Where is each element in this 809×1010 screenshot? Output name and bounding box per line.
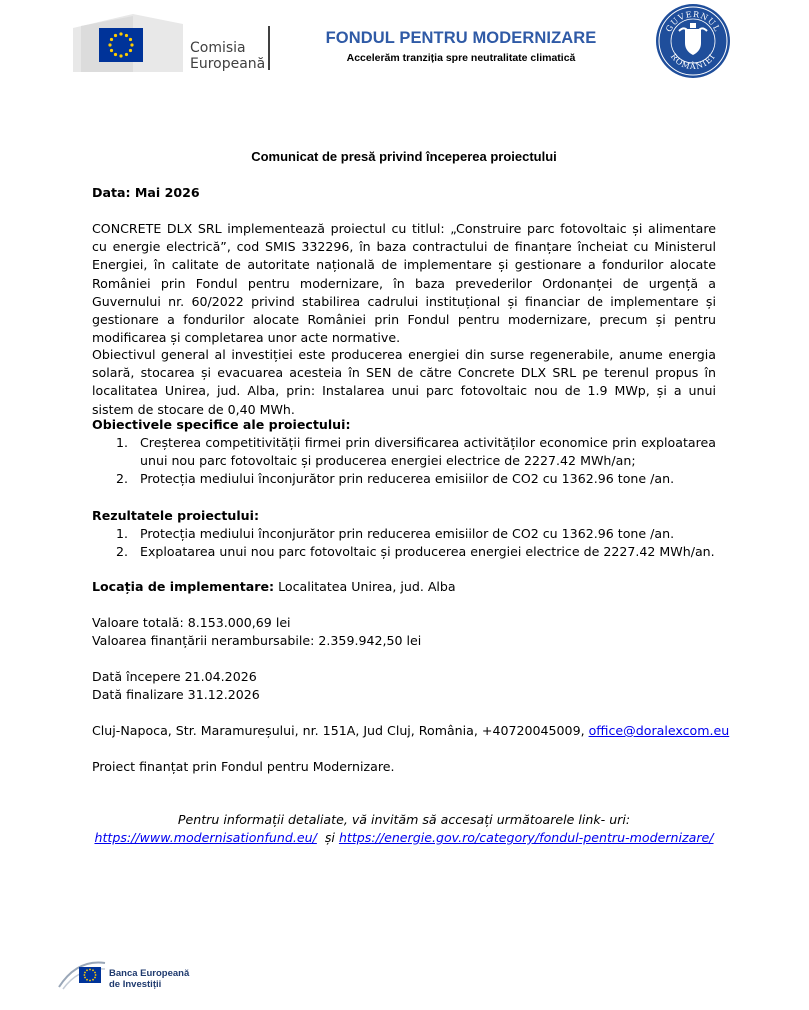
intro-paragraph: CONCRETE DLX SRL implementează proiectul cu titlul: „Construire parc fotovoltaic și alimentare cu energie electrică”, cod SMIS 332296, în baza contractului de finanțare încheiat cu Ministerul Energiei, în calitate de autoritate națională de implementare și gestionare a fondurilor alocate României prin Fondul pentru modernizare, în baza prevederilor Ordonanței de urgență a Guvernului nr. 60/2022 privind stabilirea cadrului instituțional și financiar de implementare și gestionare a fondurilor alocate României prin Fondul pentru modernizare, precum și pentru modificarea și completarea unor acte normative.: [92, 221, 716, 346]
svg-text:GUVERNUL: GUVERNUL: [664, 9, 722, 34]
eib-logo: [57, 957, 247, 997]
ec-logo-divider: [268, 26, 270, 70]
svg-text:ROMÂNIEI: ROMÂNIEI: [668, 51, 718, 72]
ec-logo-line1: Comisia: [190, 40, 246, 56]
list-number: 2.: [116, 471, 129, 487]
location-line: [92, 578, 456, 596]
page-title: Comunicat de presă privind începerea proiectului: [251, 149, 557, 164]
objective-paragraph: Obiectivul general al investiției este producerea energiei din surse regenerabile, anume energia solară, stocarea și evacuarea acesteia în SEN de către Concrete DLX SRL pe terenul propus în localitatea Unirea, jud. Alba, prin: Instalarea unui parc fotovoltaic nou de 1.9 MWp, și a unui sistem de stocare de 0,40 MWh.: [92, 347, 716, 417]
location-label: Locația de implementare:: [92, 579, 275, 594]
fund-title: FONDUL PENTRU MODERNIZARE: [325, 29, 597, 47]
ec-logo-text: [190, 40, 265, 72]
list-number: 1.: [116, 435, 129, 450]
european-commission-logo: [73, 14, 273, 74]
modernisation-fund-link[interactable]: https://www.modernisationfund.eu/: [94, 830, 317, 845]
list-text: Protecția mediului înconjurător prin reducerea emisiilor de CO2 cu 1362.96 tone /an.: [140, 526, 675, 541]
start-date: Dată începere 21.04.2026: [92, 669, 257, 684]
contact-line: [92, 722, 729, 740]
ec-building-icon: [73, 14, 183, 72]
objectives-list: [92, 434, 716, 489]
list-text: Creșterea competitivității firmei prin diversificarea activităților economice prin exploatarea unui nou parc fotovoltaic și producerea energiei electrice de 2227.42 MWh/an;: [140, 435, 716, 469]
link-separator: și: [316, 830, 339, 845]
links-line: [92, 829, 716, 847]
eib-line1: Banca Europeană: [109, 968, 190, 979]
list-text: Protecția mediului înconjurător prin reducerea emisiilor de CO2 cu 1362.96 tone /an.: [140, 471, 675, 487]
location-value: Localitatea Unirea, jud. Alba: [274, 579, 456, 594]
info-line: Pentru informații detaliate, vă invităm să accesați următoarele link- uri:: [177, 812, 631, 827]
eib-line2: de Investiții: [109, 979, 162, 990]
grant-value: Valoarea finanțării nerambursabile: 2.359.942,50 lei: [92, 633, 422, 648]
total-value: Valoare totală: 8.153.000,69 lei: [92, 615, 291, 630]
contact-address: Cluj-Napoca, Str. Maramureșului, nr. 151A, Jud Cluj, România, +40720045009,: [92, 723, 589, 738]
results-title: Rezultatele proiectului:: [92, 508, 259, 523]
list-item: [92, 434, 716, 470]
date-line: Data: Mai 2026: [92, 185, 200, 200]
ec-logo-line2: Europeană: [190, 56, 266, 72]
list-item: [92, 543, 716, 561]
funded-by-line: Proiect finanțat prin Fondul pentru Modernizare.: [92, 759, 395, 774]
results-list: [92, 525, 716, 561]
list-item: [92, 470, 716, 488]
government-seal-icon: [655, 3, 731, 79]
energie-gov-link[interactable]: https://energie.gov.ro/category/fondul-pentru-modernizare/: [338, 830, 714, 845]
list-number: 2.: [116, 544, 129, 560]
contact-email-link[interactable]: office@doralexcom.eu: [588, 723, 730, 738]
fund-subtitle: Accelerăm tranziția spre neutralitate climatică: [346, 52, 576, 64]
eib-logo-text: [109, 968, 189, 990]
list-number: 1.: [116, 526, 129, 541]
objectives-title: Obiectivele specifice ale proiectului:: [92, 417, 351, 432]
end-date: Dată finalizare 31.12.2026: [92, 687, 260, 702]
eib-flag-icon: [57, 957, 107, 993]
list-item: [92, 525, 716, 543]
list-text: Exploatarea unui nou parc fotovoltaic și producerea energiei electrice de 2227.42 MWh/an.: [140, 544, 715, 560]
